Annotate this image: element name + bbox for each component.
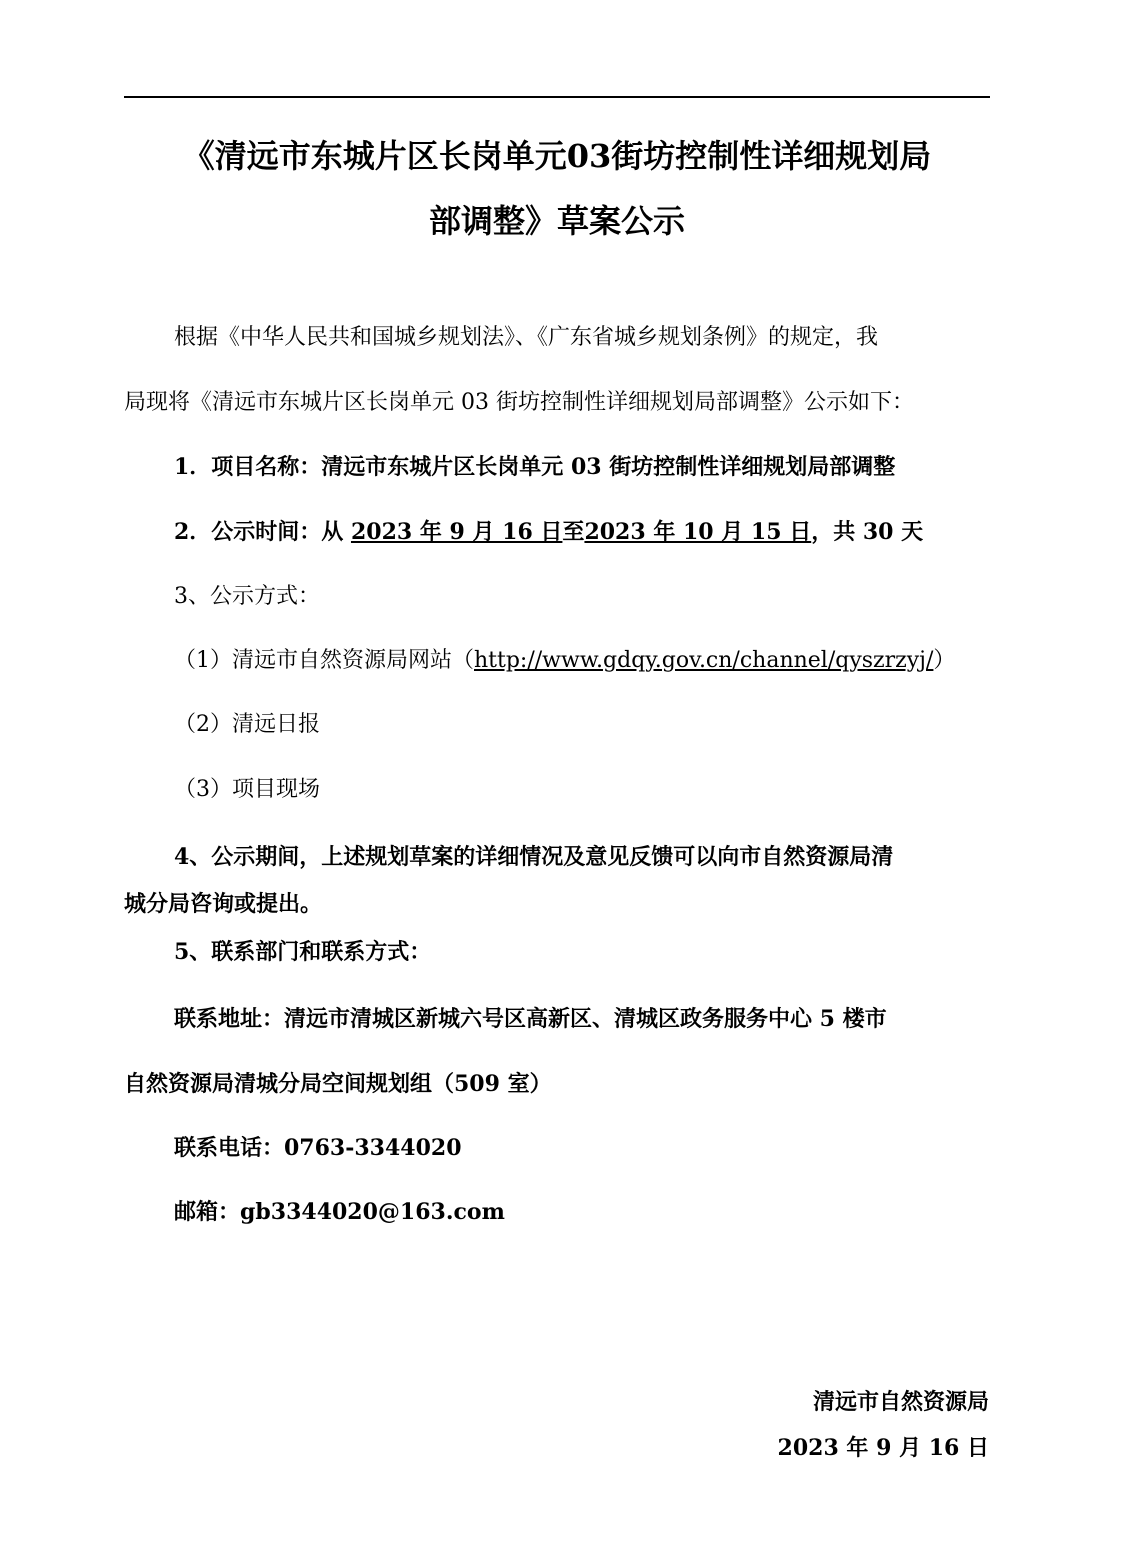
method-heading: 3、公示方式： [174, 584, 320, 609]
address-line1: 联系地址：清远市清城区新城六号区高新区、清城区政务服务中心 5 楼市 [174, 1006, 887, 1032]
signature-date: 2023 年 9 月 16 日 [777, 1435, 989, 1461]
contact-email: 邮箱：gb3344020@163.com [174, 1199, 505, 1225]
feedback-line1: 4、公示期间，上述规划草案的详细情况及意见反馈可以向市自然资源局清 [174, 844, 894, 870]
signature-org: 清远市自然资源局 [812, 1389, 989, 1415]
method1-suffix: ） [933, 648, 956, 673]
page-title-line1: 《清远市东城片区长岗单元03街坊控制性详细规划局 [182, 137, 932, 175]
notice-period [124, 517, 1040, 547]
method-site: （3）项目现场 [174, 777, 320, 802]
feedback-line2: 城分局咨询或提出。 [124, 891, 323, 917]
project-name: 1．项目名称：清远市东城片区长岗单元 03 街坊控制性详细规划局部调整 [174, 454, 896, 480]
method1-prefix: （1）清远市自然资源局网站（ [174, 648, 474, 673]
contact-heading: 5、联系部门和联系方式： [174, 939, 432, 965]
page-title-line2: 部调整》草案公示 [428, 202, 685, 240]
period-start-date: 2023 年 9 月 16 日 [350, 519, 563, 545]
intro-line2: 局现将《清远市东城片区长岗单元 03 街坊控制性详细规划局部调整》公示如下： [124, 390, 914, 415]
website-link[interactable]: http://www.gdqy.gov.cn/channel/qyszrzyj/ [474, 648, 934, 673]
period-prefix: 2．公示时间：从 [174, 519, 351, 545]
period-end-date: 2023 年 10 月 15 日 [584, 519, 812, 545]
intro-line1: 根据《中华人民共和国城乡规划法》、《广东省城乡规划条例》的规定，我 [174, 325, 879, 350]
address-line2: 自然资源局清城分局空间规划组（509 室） [124, 1071, 552, 1097]
header-rule [124, 96, 990, 98]
period-suffix: ，共 30 天 [811, 519, 924, 545]
period-mid: 至 [562, 519, 585, 545]
method-website [124, 646, 1040, 676]
method-newspaper: （2）清远日报 [174, 712, 320, 737]
contact-phone: 联系电话：0763-3344020 [174, 1135, 462, 1161]
